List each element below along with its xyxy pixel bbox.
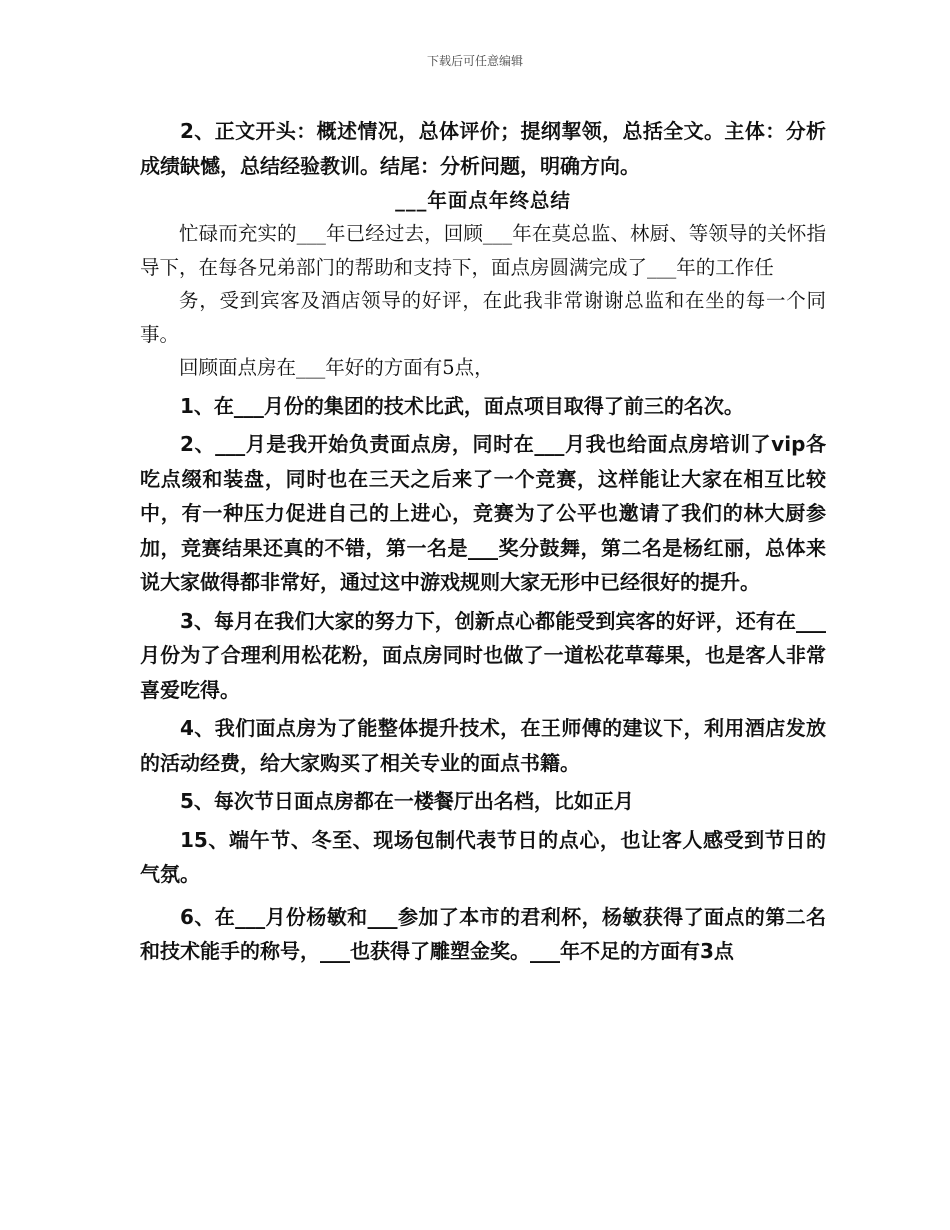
list-item: 1、在___月份的集团的技术比武，面点项目取得了前三的名次。 — [180, 393, 744, 418]
paragraph-review: 回顾面点房在___年好的方面有5点， — [179, 356, 494, 379]
page-header: 下载后可任意编辑 — [426, 54, 523, 68]
paragraph-thanks: 务，受到宾客及酒店领导的好评，在此我非常谢谢总监和在坐的每一个同事。 — [140, 289, 826, 346]
list-item: 4、我们面点房为了能整体提升技术，在王师傅的建议下，利用酒店发放的活动经费，给大家购买了相关专业的面点书籍。 — [140, 716, 826, 775]
intro-paragraph: 2、正文开头：概述情况，总体评价；提纲挈领，总括全文。主体：分析成绩缺憾，总结经验教训。结尾：分析问题，明确方向。 — [140, 119, 826, 178]
list-item: 6、在___月份杨敏和___参加了本市的君利杯，杨敏获得了面点的第二名和技术能手的称号，___也获得了雕塑金奖。___年不足的方面有3点 — [140, 904, 826, 963]
document-title: ___年面点年终总结 — [395, 189, 571, 212]
list-item: 5、每次节日面点房都在一楼餐厅出名档，比如正月 — [180, 789, 634, 813]
document-body — [140, 114, 826, 969]
list-item: 2、___月是我开始负责面点房，同时在___月我也给面点房培训了vip各吃点缀和装盘，同时也在三天之后来了一个竞赛，这样能让大家在相互比较中，有一种压力促进自己的上进心，竞赛为了公平也邀请了我们的林大厨参加，竞赛结果还真的不错，第一名是___奖分鼓舞，第二名是杨红丽，总体来说大家做得都非常好，通过这中游戏规则大家无形中已经很好的提升。 — [140, 432, 826, 594]
list-item: 15、端午节、冬至、现场包制代表节日的点心，也让客人感受到节日的气氛。 — [140, 827, 826, 886]
list-item: 3、每月在我们大家的努力下，创新点心都能受到宾客的好评，还有在___月份为了合理利用松花粉，面点房同时也做了一道松花草莓果，也是客人非常喜爱吃得。 — [140, 608, 826, 702]
paragraph-opening: 忙碌而充实的___年已经过去，回顾___年在莫总监、林厨、等领导的关怀指导下，在每各兄弟部门的帮助和支持下，面点房圆满完成了___年的工作任 — [140, 222, 826, 279]
